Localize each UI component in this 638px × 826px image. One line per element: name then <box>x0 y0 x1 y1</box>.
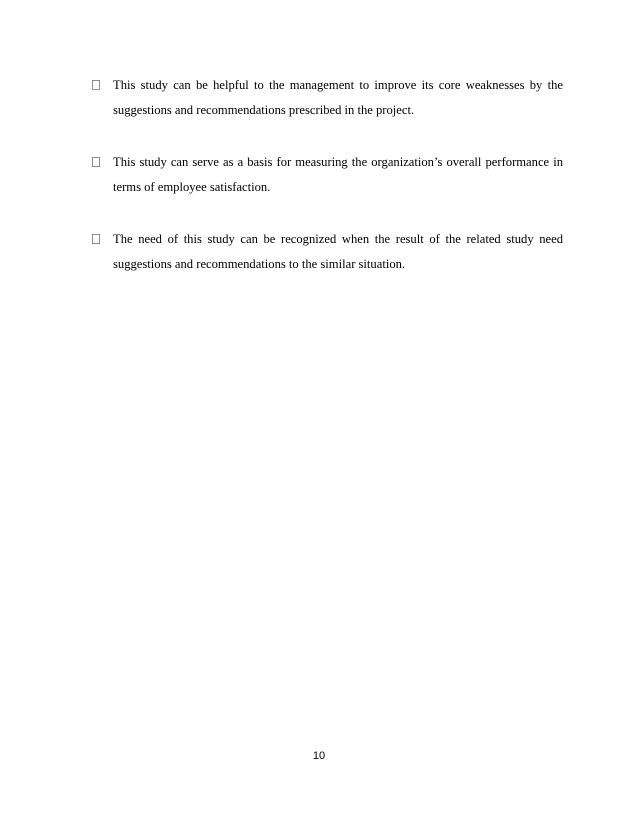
bullet-square-icon <box>92 234 100 244</box>
bullet-text: This study can be helpful to the management to improve its core weaknesses by the suggestions and recommendations prescribed in the project. <box>113 78 563 117</box>
page-number: 10 <box>312 750 326 762</box>
bullet-item <box>92 73 563 123</box>
bullet-text: This study can serve as a basis for measuring the organization’s overall performance in terms of employee satisfaction. <box>113 155 563 194</box>
bullet-square-icon <box>92 80 100 90</box>
bullet-text: The need of this study can be recognized when the result of the related study need suggestions and recommendations to the similar situation. <box>113 232 563 271</box>
bullet-list <box>92 73 563 277</box>
bullet-item <box>92 227 563 277</box>
bullet-square-icon <box>92 157 100 167</box>
bullet-item <box>92 150 563 200</box>
